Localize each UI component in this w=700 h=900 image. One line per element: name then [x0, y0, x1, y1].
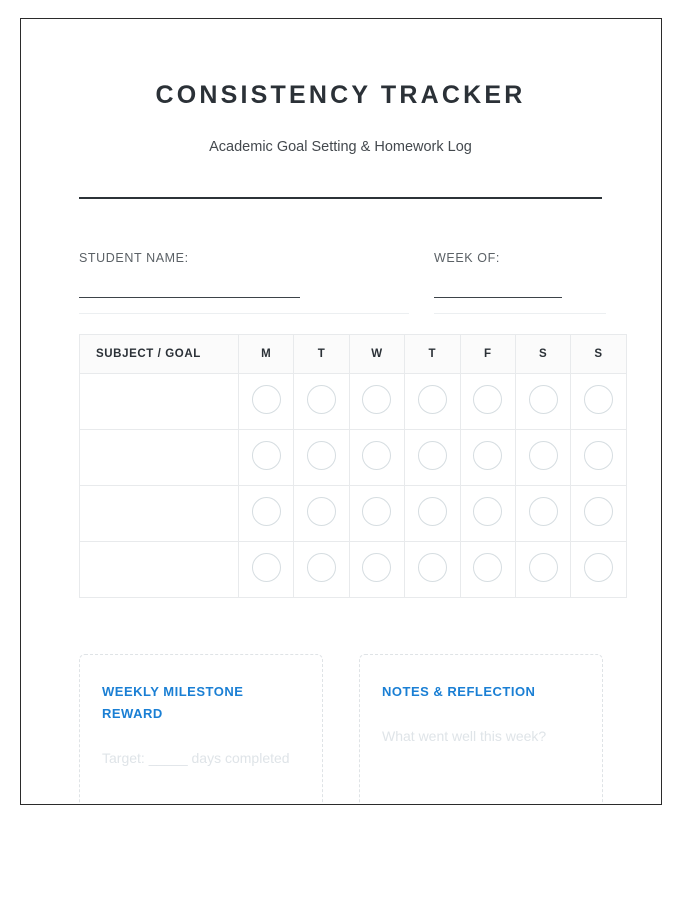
student-name-guide-line [79, 313, 409, 314]
circle-checkbox-icon[interactable] [252, 385, 281, 414]
circle-checkbox-icon[interactable] [529, 497, 558, 526]
checkbox-cell-tuesday[interactable] [294, 374, 349, 430]
checkbox-cell-monday[interactable] [239, 430, 294, 486]
checkbox-cell-friday[interactable] [460, 486, 515, 542]
subject-goal-cell[interactable] [80, 542, 239, 598]
week-of-write-line[interactable] [434, 297, 562, 298]
circle-checkbox-icon[interactable] [362, 441, 391, 470]
weekly-milestone-reward-placeholder[interactable]: Target: _____ days completed [102, 750, 290, 766]
circle-checkbox-icon[interactable] [362, 385, 391, 414]
circle-checkbox-icon[interactable] [307, 385, 336, 414]
checkbox-cell-saturday[interactable] [515, 374, 570, 430]
column-header-saturday: S [515, 335, 570, 374]
student-name-field-group [79, 251, 409, 265]
checkbox-cell-saturday[interactable] [515, 486, 570, 542]
checkbox-cell-sunday[interactable] [571, 486, 626, 542]
weekly-milestone-reward-title: WEEKLY MILESTONE REWARD [102, 684, 244, 721]
column-header-friday: F [460, 335, 515, 374]
checkbox-cell-tuesday[interactable] [294, 430, 349, 486]
circle-checkbox-icon[interactable] [473, 385, 502, 414]
table-row [80, 542, 627, 598]
notes-reflection-card[interactable] [359, 654, 603, 805]
circle-checkbox-icon[interactable] [584, 441, 613, 470]
column-header-monday: M [239, 335, 294, 374]
table-row [80, 430, 627, 486]
checkbox-cell-wednesday[interactable] [349, 430, 404, 486]
circle-checkbox-icon[interactable] [584, 497, 613, 526]
circle-checkbox-icon[interactable] [252, 553, 281, 582]
header-divider [79, 197, 602, 199]
week-of-guide-line [434, 313, 606, 314]
checkbox-cell-sunday[interactable] [571, 374, 626, 430]
circle-checkbox-icon[interactable] [418, 497, 447, 526]
circle-checkbox-icon[interactable] [307, 553, 336, 582]
column-header-tuesday: T [294, 335, 349, 374]
column-header-subject-goal: SUBJECT / GOAL [80, 335, 239, 374]
circle-checkbox-icon[interactable] [362, 497, 391, 526]
circle-checkbox-icon[interactable] [362, 553, 391, 582]
circle-checkbox-icon[interactable] [252, 497, 281, 526]
week-of-field-group [434, 251, 604, 265]
tracker-body [80, 374, 627, 598]
checkbox-cell-friday[interactable] [460, 430, 515, 486]
circle-checkbox-icon[interactable] [473, 441, 502, 470]
week-of-label: WEEK OF: [434, 251, 500, 265]
checkbox-cell-wednesday[interactable] [349, 542, 404, 598]
circle-checkbox-icon[interactable] [529, 385, 558, 414]
circle-checkbox-icon[interactable] [529, 441, 558, 470]
student-name-write-line[interactable] [79, 297, 300, 298]
checkbox-cell-thursday[interactable] [405, 430, 460, 486]
circle-checkbox-icon[interactable] [418, 385, 447, 414]
column-header-sunday: S [571, 335, 626, 374]
checkbox-cell-thursday[interactable] [405, 374, 460, 430]
circle-checkbox-icon[interactable] [418, 553, 447, 582]
subject-goal-cell[interactable] [80, 486, 239, 542]
circle-checkbox-icon[interactable] [307, 441, 336, 470]
weekly-tracker-table [79, 334, 627, 598]
weekly-milestone-reward-card[interactable] [79, 654, 323, 805]
checkbox-cell-monday[interactable] [239, 486, 294, 542]
subject-goal-cell[interactable] [80, 430, 239, 486]
checkbox-cell-wednesday[interactable] [349, 374, 404, 430]
circle-checkbox-icon[interactable] [529, 553, 558, 582]
column-header-thursday: T [405, 335, 460, 374]
checkbox-cell-friday[interactable] [460, 542, 515, 598]
tracker-header-row [80, 335, 627, 374]
table-row [80, 486, 627, 542]
circle-checkbox-icon[interactable] [307, 497, 336, 526]
student-name-label: STUDENT NAME: [79, 251, 189, 265]
circle-checkbox-icon[interactable] [584, 553, 613, 582]
circle-checkbox-icon[interactable] [473, 553, 502, 582]
worksheet-sheet [21, 19, 661, 804]
checkbox-cell-tuesday[interactable] [294, 542, 349, 598]
page-title: CONSISTENCY TRACKER [155, 81, 526, 109]
circle-checkbox-icon[interactable] [473, 497, 502, 526]
checkbox-cell-sunday[interactable] [571, 542, 626, 598]
column-header-wednesday: W [349, 335, 404, 374]
circle-checkbox-icon[interactable] [418, 441, 447, 470]
page-subtitle: Academic Goal Setting & Homework Log [209, 139, 472, 155]
checkbox-cell-monday[interactable] [239, 542, 294, 598]
checkbox-cell-wednesday[interactable] [349, 486, 404, 542]
table-row [80, 374, 627, 430]
checkbox-cell-saturday[interactable] [515, 430, 570, 486]
checkbox-cell-sunday[interactable] [571, 430, 626, 486]
subject-goal-cell[interactable] [80, 374, 239, 430]
notes-reflection-title: NOTES & REFLECTION [382, 684, 536, 699]
checkbox-cell-thursday[interactable] [405, 486, 460, 542]
checkbox-cell-thursday[interactable] [405, 542, 460, 598]
checkbox-cell-friday[interactable] [460, 374, 515, 430]
checkbox-cell-monday[interactable] [239, 374, 294, 430]
circle-checkbox-icon[interactable] [252, 441, 281, 470]
tracker-header-row-group [80, 335, 627, 374]
notes-reflection-placeholder[interactable]: What went well this week? [382, 728, 547, 744]
checkbox-cell-tuesday[interactable] [294, 486, 349, 542]
circle-checkbox-icon[interactable] [584, 385, 613, 414]
printable-page-frame [20, 18, 662, 805]
checkbox-cell-saturday[interactable] [515, 542, 570, 598]
